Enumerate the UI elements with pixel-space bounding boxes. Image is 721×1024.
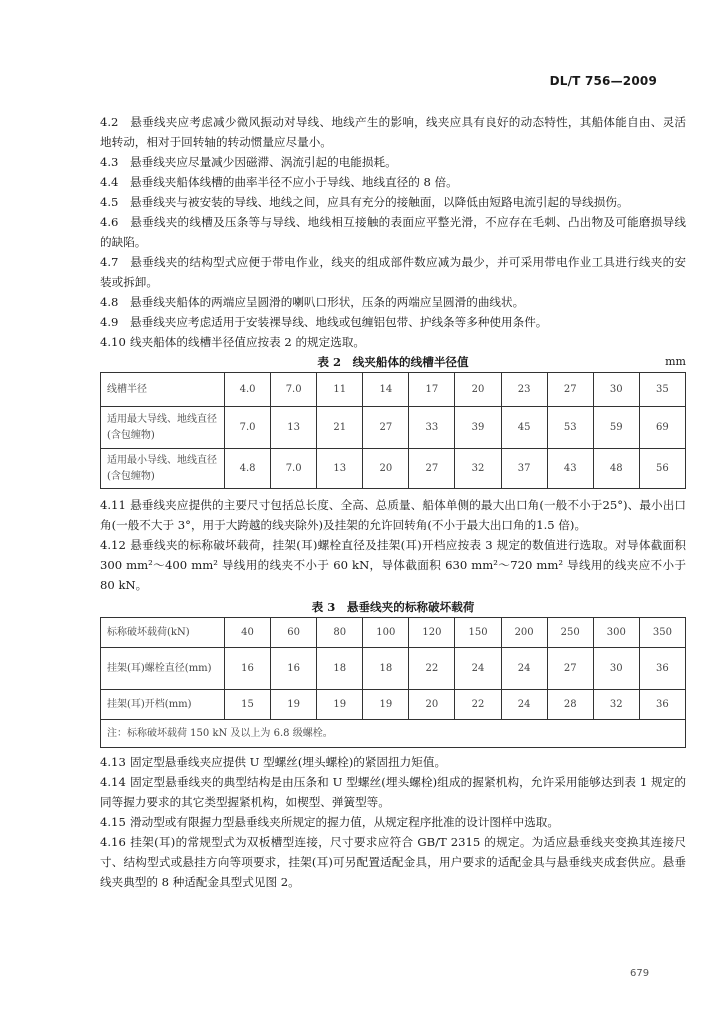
table-cell: 48: [593, 449, 639, 489]
table-cell: 11: [317, 373, 363, 407]
table-cell: 22: [409, 648, 455, 690]
row-label: 线槽半径: [101, 373, 225, 407]
clause-4-6: [100, 212, 686, 252]
table-cell: 13: [271, 407, 317, 449]
page-number: 679: [630, 968, 650, 979]
table-cell: 33: [409, 407, 455, 449]
clause-4-12: [100, 535, 686, 595]
table-cell: 32: [593, 690, 639, 720]
clauses-section-c: [100, 752, 686, 892]
table-cell: 19: [363, 690, 409, 720]
table-cell: 60: [271, 618, 317, 648]
clause-text: 悬垂线夹船体的两端应呈圆滑的喇叭口形状，压条的两端应呈圆滑的曲线状。: [130, 295, 525, 309]
clause-text: 固定型悬垂线夹应提供 U 型螺丝(埋头螺栓)的紧固扭力矩值。: [130, 755, 447, 769]
table-row: [101, 449, 686, 489]
clause-text: 悬垂线夹应尽量减少因磁滞、涡流引起的电能损耗。: [130, 155, 397, 169]
table-cell: 53: [547, 407, 593, 449]
table-cell: 18: [363, 648, 409, 690]
table-cell: 30: [593, 373, 639, 407]
clause-4-14: [100, 772, 686, 812]
table-cell: 20: [455, 373, 501, 407]
clause-number: 4.5: [100, 195, 119, 209]
table-cell: 80: [317, 618, 363, 648]
table-cell: 30: [593, 648, 639, 690]
table-cell: 200: [501, 618, 547, 648]
clause-4-16: [100, 832, 686, 892]
clause-number: 4.16: [100, 835, 126, 849]
table-cell: 20: [363, 449, 409, 489]
clause-number: 4.3: [100, 155, 119, 169]
clause-number: 4.4: [100, 175, 119, 189]
clause-number: 4.9: [100, 315, 119, 329]
clause-number: 4.2: [100, 115, 119, 129]
clause-text: 固定型悬垂线夹的典型结构是由压条和 U 型螺丝(埋头螺栓)组成的握紧机构，允许采用能够达到表 1 规定的同等握力要求的其它类型握紧机构，如楔型、弹簧型等。: [100, 775, 686, 809]
clause-text: 悬垂线夹的线槽及压条等与导线、地线相互接触的表面应平整光滑，不应存在毛刺、凸出物及可能磨损导线的缺陷。: [100, 215, 686, 249]
table-cell: 69: [639, 407, 685, 449]
table-3-caption: 表 3 悬垂线夹的标称破坏载荷: [311, 600, 475, 614]
table-cell: 19: [317, 690, 363, 720]
table-cell: 16: [271, 648, 317, 690]
table-cell: 7.0: [225, 407, 271, 449]
table-cell: 350: [639, 618, 685, 648]
table-cell: 13: [317, 449, 363, 489]
table-row: [101, 407, 686, 449]
table-row: [101, 690, 686, 720]
table-row: [101, 648, 686, 690]
clause-number: 4.8: [100, 295, 119, 309]
clause-text: 悬垂线夹的标称破坏载荷，挂架(耳)螺栓直径及挂架(耳)开档应按表 3 规定的数值进行选取。对导体截面积 300 mm²～400 mm² 导线用的线夹不小于 60 kN，导体截面积 630 mm²～720 mm² 导线用的线夹应不小于 80 kN。: [100, 538, 686, 592]
table-cell: 32: [455, 449, 501, 489]
table-2: [100, 352, 686, 489]
table-cell: 28: [547, 690, 593, 720]
clause-4-11: [100, 495, 686, 535]
table-cell: 7.0: [271, 449, 317, 489]
table-cell: 100: [363, 618, 409, 648]
table-note: 注：标称破坏载荷 150 kN 及以上为 6.8 级螺栓。: [101, 720, 686, 748]
table-cell: 43: [547, 449, 593, 489]
clause-number: 4.14: [100, 775, 126, 789]
clause-text: 悬垂线夹与被安装的导线、地线之间，应具有充分的接触面，以降低由短路电流引起的导线损伤。: [130, 195, 629, 209]
table-cell: 24: [501, 648, 547, 690]
table-cell: 18: [317, 648, 363, 690]
clause-4-4: [100, 172, 686, 192]
table-cell: 300: [593, 618, 639, 648]
clause-number: 4.12: [100, 538, 126, 552]
clause-4-5: [100, 192, 686, 212]
table-cell: 35: [639, 373, 685, 407]
table-cell: 27: [409, 449, 455, 489]
table-cell: 45: [501, 407, 547, 449]
table-cell: 27: [547, 648, 593, 690]
table-note-row: [101, 720, 686, 748]
row-label: 适用最小导线、地线直径(含包缠物): [101, 449, 225, 489]
table-cell: 20: [409, 690, 455, 720]
standard-code: DL/T 756—2009: [549, 74, 657, 88]
table-cell: 23: [501, 373, 547, 407]
table-row: [101, 618, 686, 648]
clauses-section-b: [100, 495, 686, 595]
table-cell: 22: [455, 690, 501, 720]
clause-text: 挂架(耳)的常规型式为双板槽型连接，尺寸要求应符合 GB/T 2315 的规定。为适应悬垂线夹变换其连接尺寸、结构型式或悬挂方向等项要求，挂架(耳)可另配置适配金具，用户要求的适配金具与悬垂线夹成套供应。悬垂线夹典型的 8 种适配金具型式见图 2。: [100, 835, 686, 889]
clause-4-15: [100, 812, 686, 832]
row-label: 挂架(耳)螺栓直径(mm): [101, 648, 225, 690]
clause-4-13: [100, 752, 686, 772]
clause-number: 4.10: [100, 335, 126, 349]
table-cell: 16: [225, 648, 271, 690]
clause-text: 悬垂线夹应提供的主要尺寸包括总长度、全高、总质量、船体单侧的最大出口角(一般不小于25°)、最小出口角(一般不大于 3°，用于大跨越的线夹除外)及挂架的允许回转角(不小于最大出口角的1.5 倍)。: [100, 498, 686, 532]
clause-number: 4.7: [100, 255, 119, 269]
clause-4-7: [100, 252, 686, 292]
document-body: [100, 112, 686, 892]
table-cell: 59: [593, 407, 639, 449]
row-label: 适用最大导线、地线直径(含包缠物): [101, 407, 225, 449]
table-3: [100, 597, 686, 748]
table-cell: 15: [225, 690, 271, 720]
clause-4-8: [100, 292, 686, 312]
clause-text: 悬垂线夹应考虑减少微风振动对导线、地线产生的影响，线夹应具有良好的动态特性，其船体能自由、灵活地转动，相对于回转轴的转动惯量应尽量小。: [100, 115, 686, 149]
clause-number: 4.11: [100, 498, 126, 512]
table-cell: 4.0: [225, 373, 271, 407]
table-cell: 24: [455, 648, 501, 690]
clause-text: 线夹船体的线槽半径值应按表 2 的规定选取。: [130, 335, 366, 349]
clause-4-9: [100, 312, 686, 332]
clause-number: 4.6: [100, 215, 119, 229]
clause-4-3: [100, 152, 686, 172]
clause-number: 4.15: [100, 815, 126, 829]
table-cell: 7.0: [271, 373, 317, 407]
clause-4-2: [100, 112, 686, 152]
table-cell: 40: [225, 618, 271, 648]
table-cell: 150: [455, 618, 501, 648]
table-cell: 27: [547, 373, 593, 407]
table-cell: 4.8: [225, 449, 271, 489]
table-cell: 17: [409, 373, 455, 407]
table-cell: 36: [639, 690, 685, 720]
table-cell: 14: [363, 373, 409, 407]
clause-4-10: [100, 332, 686, 352]
table-cell: 21: [317, 407, 363, 449]
table-cell: 19: [271, 690, 317, 720]
table-cell: 37: [501, 449, 547, 489]
table-cell: 24: [501, 690, 547, 720]
row-label: 标称破坏载荷(kN): [101, 618, 225, 648]
table-cell: 56: [639, 449, 685, 489]
table-2-caption: 表 2 线夹船体的线槽半径值 mm: [100, 352, 686, 372]
clauses-section-a: [100, 112, 686, 352]
table-cell: 36: [639, 648, 685, 690]
table-row: [101, 373, 686, 407]
clause-number: 4.13: [100, 755, 126, 769]
table-cell: 120: [409, 618, 455, 648]
clause-text: 滑动型或有限握力型悬垂线夹所规定的握力值，从规定程序批准的设计图样中选取。: [130, 815, 559, 829]
clause-text: 悬垂线夹的结构型式应便于带电作业，线夹的组成部件数应减为最少，并可采用带电作业工具进行线夹的安装或拆卸。: [100, 255, 686, 289]
row-label: 挂架(耳)开档(mm): [101, 690, 225, 720]
clause-text: 悬垂线夹船体线槽的曲率半径不应小于导线、地线直径的 8 倍。: [130, 175, 458, 189]
clause-text: 悬垂线夹应考虑适用于安装裸导线、地线或包缠铝包带、护线条等多种使用条件。: [130, 315, 548, 329]
table-cell: 27: [363, 407, 409, 449]
table-cell: 39: [455, 407, 501, 449]
table-cell: 250: [547, 618, 593, 648]
table-2-unit: mm: [665, 355, 686, 368]
